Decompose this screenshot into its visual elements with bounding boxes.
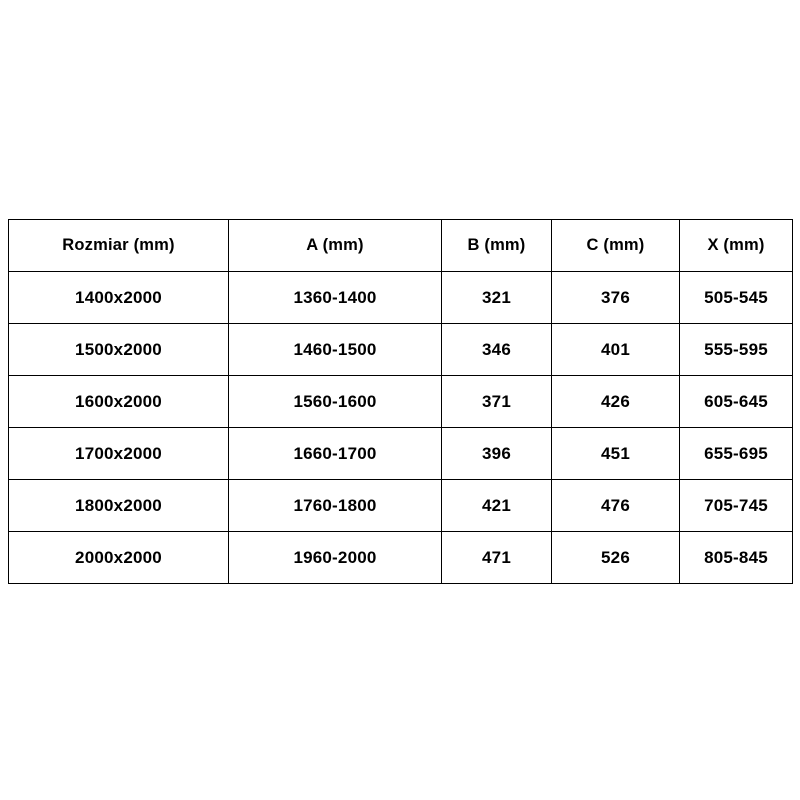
cell-a: 1560-1600 [229,376,442,428]
cell-b: 346 [442,324,552,376]
cell-x: 605-645 [680,376,793,428]
cell-x: 705-745 [680,480,793,532]
cell-a: 1460-1500 [229,324,442,376]
table-header-row [9,220,793,272]
cell-c: 476 [552,480,680,532]
cell-a: 1760-1800 [229,480,442,532]
table-row [9,376,793,428]
cell-rozmiar: 1800x2000 [9,480,229,532]
size-table [8,219,793,584]
cell-rozmiar: 2000x2000 [9,532,229,584]
cell-c: 526 [552,532,680,584]
column-header-c: C (mm) [552,220,680,272]
cell-x: 505-545 [680,272,793,324]
cell-a: 1660-1700 [229,428,442,480]
cell-a: 1960-2000 [229,532,442,584]
cell-x: 805-845 [680,532,793,584]
column-header-a: A (mm) [229,220,442,272]
cell-b: 396 [442,428,552,480]
cell-b: 371 [442,376,552,428]
table-header [9,220,793,272]
size-table-container [8,219,792,584]
table-row [9,480,793,532]
table-row [9,272,793,324]
cell-rozmiar: 1600x2000 [9,376,229,428]
table-row [9,532,793,584]
cell-c: 426 [552,376,680,428]
table-body [9,272,793,584]
cell-rozmiar: 1400x2000 [9,272,229,324]
column-header-x: X (mm) [680,220,793,272]
column-header-rozmiar: Rozmiar (mm) [9,220,229,272]
cell-b: 321 [442,272,552,324]
cell-b: 421 [442,480,552,532]
table-row [9,324,793,376]
column-header-b: B (mm) [442,220,552,272]
cell-c: 376 [552,272,680,324]
cell-x: 555-595 [680,324,793,376]
cell-c: 401 [552,324,680,376]
cell-a: 1360-1400 [229,272,442,324]
cell-rozmiar: 1500x2000 [9,324,229,376]
cell-rozmiar: 1700x2000 [9,428,229,480]
cell-c: 451 [552,428,680,480]
cell-x: 655-695 [680,428,793,480]
table-row [9,428,793,480]
cell-b: 471 [442,532,552,584]
